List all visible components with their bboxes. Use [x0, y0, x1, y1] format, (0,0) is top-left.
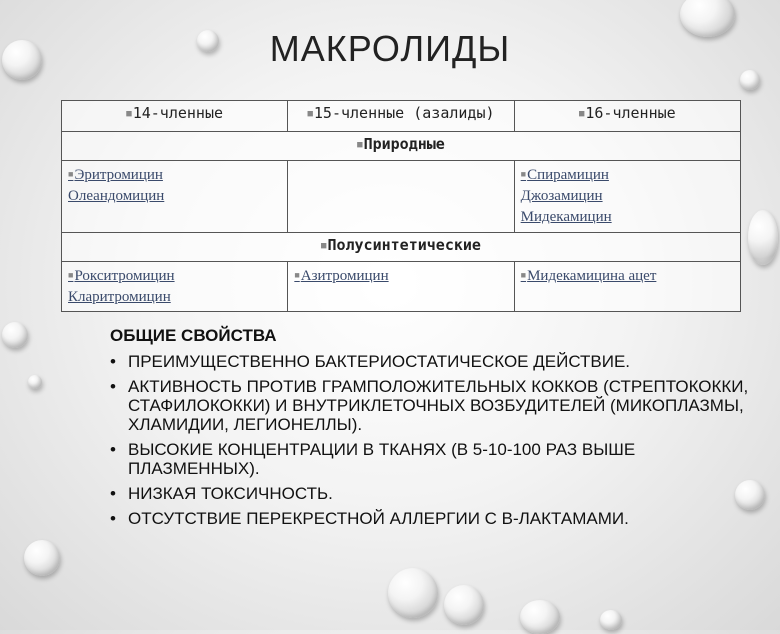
list-item: • АКТИВНОСТЬ ПРОТИВ ГРАМПОЛОЖИТЕЛЬНЫХ КОККОВ (СТРЕПТОКОККИ, СТАФИЛОКОККИ) И ВНУТРИКЛЕТОЧНЫХ ВОЗБУДИТЕЛЕЙ (МИКОПЛАЗМЫ, ХЛАМИДИИ, ЛЕГИОНЕЛЛЫ).: [110, 377, 750, 434]
table-cell: [62, 261, 288, 311]
bullet-icon: ■: [68, 269, 74, 280]
properties-heading: ОБЩИЕ СВОЙСТВА: [110, 326, 277, 345]
bullet-icon: ■: [520, 169, 527, 180]
table-header-row: [62, 101, 741, 132]
water-drop-decoration: [740, 70, 760, 90]
column-header: ■14-членные: [62, 101, 288, 132]
drug-link[interactable]: Мидекамицин: [520, 209, 612, 226]
list-item: • ВЫСОКИЕ КОНЦЕНТРАЦИИ В ТКАНЯХ (В 5-10-100 РАЗ ВЫШЕ ПЛАЗМЕННЫХ).: [110, 440, 750, 478]
water-drop-decoration: [748, 210, 778, 265]
water-drop-decoration: [28, 375, 42, 389]
water-drop-decoration: [600, 610, 622, 630]
properties-list: [110, 352, 750, 528]
table-cell: [288, 161, 514, 232]
table-cell: [514, 261, 740, 311]
table-cell: [288, 261, 514, 311]
section-header: ■Природные: [62, 132, 741, 161]
drug-link[interactable]: ■Рокситромицин: [68, 267, 175, 284]
section-header: ■Полусинтетические: [62, 232, 741, 261]
column-header: ■15-членные (азалиды): [288, 101, 514, 132]
list-item: • ОТСУТСТВИЕ ПЕРЕКРЕСТНОЙ АЛЛЕРГИИ С В-ЛАКТАМАМИ.: [110, 509, 750, 528]
table-cell: [514, 161, 740, 232]
bullet-icon: ■: [68, 169, 74, 180]
column-header: ■16-членные: [514, 101, 740, 132]
drug-link[interactable]: Олеандомицин: [68, 188, 165, 205]
general-properties: [110, 326, 750, 534]
water-drop-decoration: [444, 585, 484, 625]
bullet-icon: ■: [294, 269, 300, 280]
slide-title: МАКРОЛИДЫ: [269, 28, 511, 69]
macrolides-table: [61, 100, 741, 312]
table-row: [62, 161, 741, 232]
water-drop-decoration: [520, 600, 560, 634]
bullet-icon: ■: [578, 109, 585, 119]
bullet-icon: ■: [357, 140, 363, 151]
list-item: • НИЗКАЯ ТОКСИЧНОСТЬ.: [110, 484, 750, 503]
list-item: • ПРЕИМУЩЕСТВЕННО БАКТЕРИОСТАТИЧЕСКОЕ ДЕЙСТВИЕ.: [110, 352, 750, 371]
section-row-natural: [62, 132, 741, 161]
bullet-icon: ■: [307, 109, 313, 119]
water-drop-decoration: [388, 568, 438, 618]
water-drop-decoration: [2, 322, 28, 348]
drug-link[interactable]: Джозамицин: [520, 188, 603, 205]
bullet-icon: ■: [520, 269, 527, 280]
drug-link[interactable]: ■Мидекамицина ацет: [520, 267, 657, 284]
section-row-semisynthetic: [62, 232, 741, 261]
drug-link[interactable]: ■Азитромицин: [294, 267, 389, 284]
drug-link[interactable]: ■Эритромицин: [68, 167, 163, 184]
bullet-icon: ■: [126, 109, 132, 119]
drug-link[interactable]: Кларитромицин: [68, 288, 171, 305]
table-cell: [62, 161, 288, 232]
water-drop-decoration: [24, 540, 60, 576]
bullet-icon: ■: [321, 240, 327, 251]
table-row: [62, 261, 741, 311]
drug-link[interactable]: ■Спирамицин: [520, 167, 609, 184]
